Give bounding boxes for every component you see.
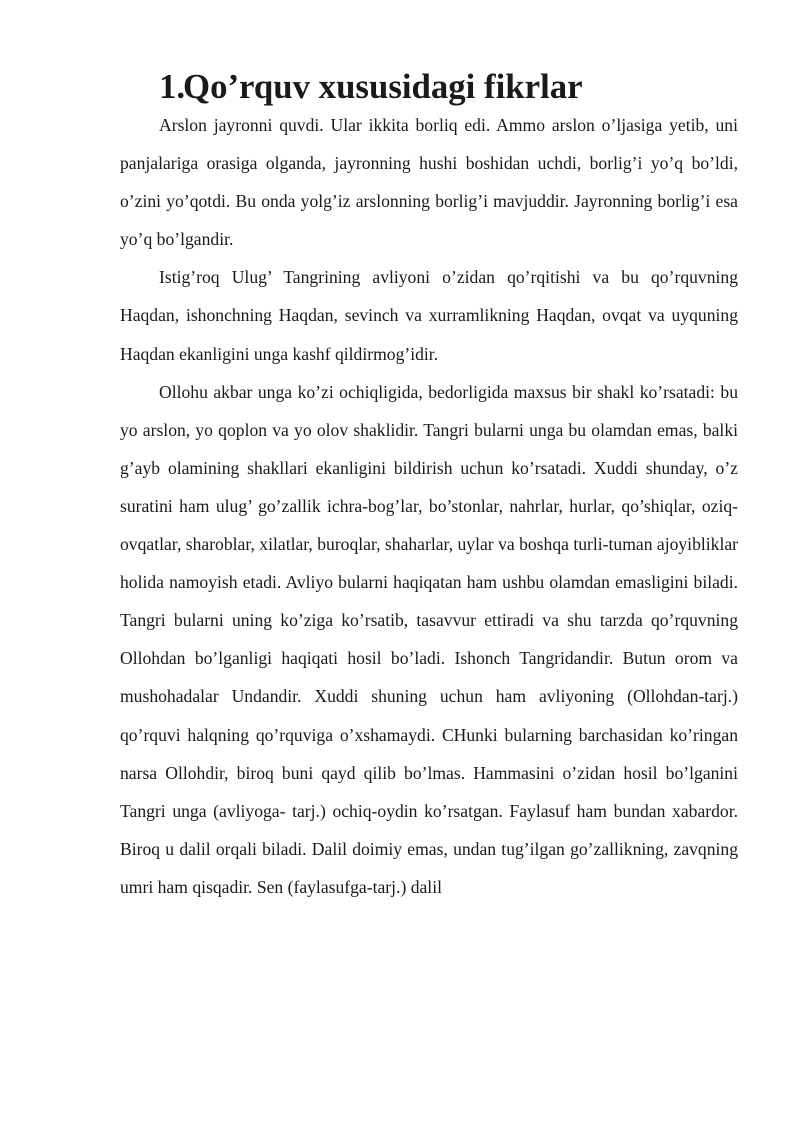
paragraph-1: Arslon jayronni quvdi. Ular ikkita borliq edi. Ammo arslon o’ljasiga yetib, uni panjalariga orasiga olganda, jayronning hushi boshidan uchdi, borlig’i yo’q bo’ldi, o’zini yo’qotdi. Bu onda yolg’iz arslonning borlig’i mavjuddir. Jayronning borlig’i esa yo’q bo’lgandir. — [120, 115, 738, 250]
document-page — [120, 68, 738, 906]
section-number: 1. — [159, 67, 186, 106]
section-title: Qo’rquv xususidagi fikrlar — [183, 67, 583, 106]
paragraph-3: Ollohu akbar unga ko’zi ochiqligida, bedorligida maxsus bir shakl ko’rsatadi: bu yo arslon, yo qoplon va yo olov shaklidir. Tangri bularni unga bu olamdan emas, balki g’ayb olamining shakllari ekanligini bildirish uchun ko’rsatadi. Xuddi shunday, o’z suratini ham ulug’ go’zallik ichra-bog’lar, bo’stonlar, nahrlar, hurlar, qo’shiqlar, oziq-ovqatlar, sharoblar, xilatlar, buroqlar, shaharlar, uylar va boshqa turli-tuman ajoyibliklar holida namoyish etadi. Avliyo bularni haqiqatan ham ushbu olamdan emasligini biladi. Tangri bularni uning ko’ziga ko’rsatib, tasavvur ettiradi va shu tarzda qo’rquvning Ollohdan bo’lganligi haqiqati hosil bo’ladi. Ishonch Tangridandir. Butun orom va mushohadalar Undandir. Xuddi shuning uchun ham avliyoning (Ollohdan-tarj.) qo’rquvi halqning qo’rquviga o’xshamaydi. CHunki bularning barchasidan ko’ringan narsa Ollohdir, biroq buni qayd qilib bo’lmas. Hammasini o’zidan hosil bo’lganini Tangri unga (avliyoga- tarj.) ochiq-oydin ko’rsatgan. Faylasuf ham bundan xabardor. Biroq u dalil orqali biladi. Dalil doimiy emas, undan tug’ilgan go’zallikning, zavqning umri ham qisqadir. Sen (faylasufga-tarj.) dalil — [120, 381, 738, 897]
paragraph-2: Istig’roq Ulug’ Tangrining avliyoni o’zidan qo’rqitishi va bu qo’rquvning Haqdan, ishonchning Haqdan, sevinch va xurramlikning Haqdan, ovqat va uyquning Haqdan ekanligini unga kashf qildirmog’idir. — [120, 267, 738, 364]
section-heading — [120, 68, 738, 106]
